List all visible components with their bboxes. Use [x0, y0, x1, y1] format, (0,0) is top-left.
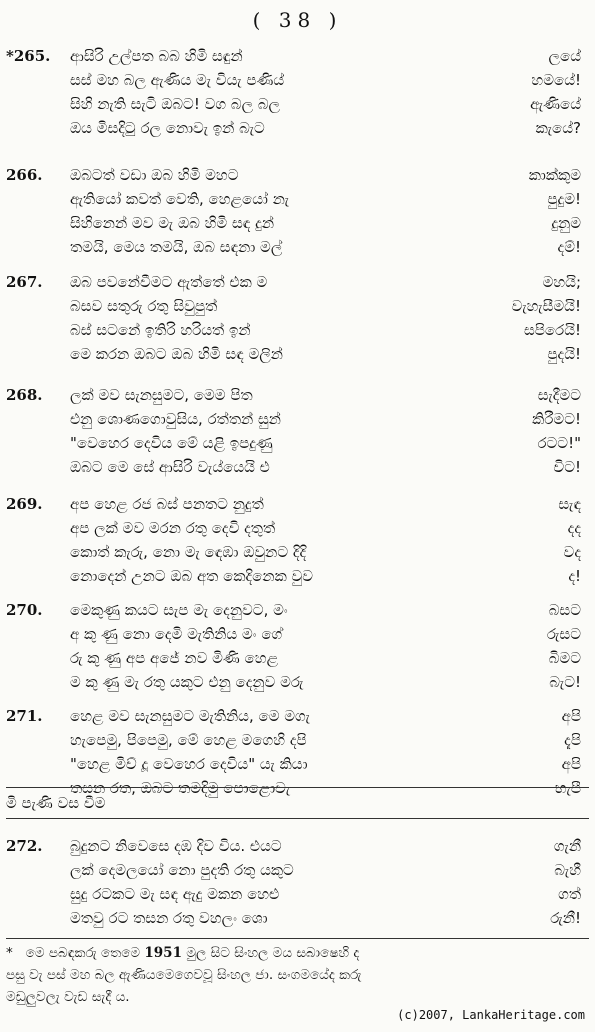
verse-line: [0, 318, 595, 342]
verse-text: නොදෙන් උනට ඔබ අත කෙදිනෙක වුව: [70, 567, 314, 585]
footnote-rule: [6, 938, 589, 939]
copyright: (c)2007, LankaHeritage.com: [397, 1008, 585, 1022]
verse-rhyme-word: සැඳ: [558, 495, 581, 513]
verse-line: [0, 342, 595, 366]
verse-text: රු කු ණු අප අජේ නව මිණි හෙළ: [70, 649, 279, 667]
verse-rhyme-word: බිමට: [548, 649, 581, 667]
verse-block: [0, 598, 595, 694]
verse-line: [0, 92, 595, 116]
verse-rhyme-word: දුනුම: [551, 214, 581, 232]
verse-line: [0, 455, 595, 479]
verse-line: [0, 68, 595, 92]
verse-text: සුදු රටකට මැ සඳ ඇදු මකන හෙළු: [70, 885, 280, 903]
verse-line: [0, 44, 595, 68]
verse-text: සිහිනෙන් මව මැ ඔබ හිමි සඳ දුන්: [70, 214, 275, 232]
verse-line: [0, 622, 595, 646]
verse-rhyme-word: කිරීමට!: [532, 410, 581, 428]
verse-text: තසන රත, ඔබට තමදිමු පොළොවැ: [70, 779, 291, 797]
verse-text: ම කු ණු මැ රතු යකුට එනු දෙනුව මරු: [70, 673, 304, 691]
footnote-text-1a: මෙ පබඳකරු තෙමෙ: [25, 945, 141, 961]
verse-rhyme-word: බැට!: [549, 673, 581, 691]
footnote-line-2: පසු වැ පස් මහ බල ඇණියමෙගෙවවූ සිංහල ජා. සංගමයේද කරු: [6, 967, 362, 983]
verse-rhyme-word: දම්!: [557, 238, 581, 256]
verse-block: [0, 163, 595, 259]
verse-text: බස් සටනේ ඉතිරි හරියත් ඉන්: [70, 321, 251, 339]
verse-rhyme-word: බසට: [548, 601, 581, 619]
verse-text: එනු ශොණගොවුසිය, රත්තන් සුන්: [70, 410, 281, 428]
verse-line: [0, 834, 595, 858]
verse-rhyme-word: සැදීමට: [537, 386, 581, 404]
section-rule-bottom: [6, 818, 589, 819]
verse-line: [0, 858, 595, 882]
verse-text: ලක් මව සැනසුමට, මෙම පිත: [70, 386, 253, 404]
verse-rhyme-word: සපිරෙයි!: [523, 321, 581, 339]
verse-text: "වෙහෙර දෙවිය මේ යළි ඉපදුණු: [70, 434, 273, 452]
verse-line: [0, 383, 595, 407]
verse-272: [0, 834, 595, 930]
verse-block: [0, 270, 595, 366]
verse-rhyme-word: අපි: [561, 707, 581, 725]
verse-rhyme-word: ලයේ: [548, 47, 581, 65]
verse-line: [0, 906, 595, 930]
footnote-text-1b: මුල සිට සිංහල මය සබාෂෙහි ද: [186, 945, 360, 961]
verse-rhyme-word: දද: [567, 519, 581, 537]
footnote-year: 1951: [144, 945, 182, 961]
footnote-line-1: [6, 942, 589, 964]
verse-rhyme-word: ගත්: [558, 885, 581, 903]
page-number: ( 38 ): [252, 8, 343, 32]
verse-line: [0, 646, 595, 670]
verse-text: බසව සතුරු රතු සිවුපුත්: [70, 297, 218, 315]
verse-rhyme-word: වද: [563, 543, 581, 561]
verse-text: අ කු ණු නො දෙමි මැතිනිය මං ගේ: [70, 625, 283, 643]
verse-text: බුදුනට නිවෙසෙ දඹ දිව විය. එයට: [70, 837, 282, 855]
verse-text: ඔය මිසදිටු රල නොවැ ඉන් බැට: [70, 119, 265, 137]
verse-rhyme-word: විට!: [553, 458, 581, 476]
verse-rhyme-word: හැපී: [554, 779, 581, 797]
verse-rhyme-word: වැහැසීමයි!: [511, 297, 581, 315]
verse-block: [0, 704, 595, 800]
verse-rhyme-word: පුදුම!: [547, 190, 581, 208]
verse-block: [0, 44, 595, 140]
footnote: [6, 942, 589, 1008]
verse-rhyme-word: මහයි;: [542, 273, 581, 291]
verse-rhyme-word: බැහී: [554, 861, 581, 879]
verse-rhyme-word: රුසට: [546, 625, 581, 643]
verse-line: [0, 540, 595, 564]
verse-rhyme-word: කැයේ?: [535, 119, 581, 137]
verse-number: *265.: [6, 47, 51, 65]
verse-rhyme-word: පුදයි!: [547, 345, 581, 363]
verse-text: හෙළ මව සැනසුමට මැතිනිය, මෙ මගැ: [70, 707, 310, 725]
verse-line: [0, 564, 595, 588]
verse-block: [0, 492, 595, 588]
verse-text: "හෙළ මිව් දූ වෙහෙර දෙවිය" යැ කියා: [70, 755, 308, 773]
verse-line: [0, 431, 595, 455]
verse-line: [0, 516, 595, 540]
verse-number: 267.: [6, 273, 43, 291]
verse-rhyme-word: ඇණියේ: [530, 95, 581, 113]
verse-line: [0, 728, 595, 752]
verse-line: [0, 294, 595, 318]
verse-text: ආසිරි උල්පත බබ හිමි සඳුන්: [70, 47, 243, 65]
verse-line: [0, 598, 595, 622]
verse-text: මෙකුණු කයට සැප මැ දෙනුවට, මං: [70, 601, 288, 619]
verse-text: ඔබ පවනේවීමට ඇත්තේ එක ම: [70, 273, 268, 291]
verse-text: අප ලක් මව මරන රතු දෙවි දතුත්: [70, 519, 276, 537]
verse-text: මතවු රට තසන රතු වහලං ශො: [70, 909, 268, 927]
verse-line: [0, 670, 595, 694]
verse-text: හැපෙමු, පිපෙමු, මේ හෙළ මගෙහි දපි: [70, 731, 307, 749]
verse-number: 272.: [6, 837, 43, 855]
section-rule: [6, 787, 589, 788]
verse-number: 271.: [6, 707, 43, 725]
verse-line: [0, 163, 595, 187]
section-heading: මි පැණි වස වීම: [6, 794, 106, 812]
verse-block: [0, 383, 595, 479]
verse-text: තමයි, මෙය තමයි, ඔබ සඳනා මල්: [70, 238, 283, 256]
verse-line: [0, 187, 595, 211]
verse-number: 266.: [6, 166, 43, 184]
verse-line: [0, 492, 595, 516]
verse-number: 269.: [6, 495, 43, 513]
verse-rhyme-word: අපි: [561, 755, 581, 773]
verse-line: [0, 235, 595, 259]
verse-text: ලක් දෙමලයෝ නො පුදති රතු යකුට: [70, 861, 294, 879]
verse-text: ඇතියෝ කවත් වෙති, හෙළයෝ නැ: [70, 190, 290, 208]
verse-text: ඔබටත් වඩා ඔබ හිමි මහට: [70, 166, 239, 184]
verse-line: [0, 116, 595, 140]
verse-line: [0, 211, 595, 235]
footnote-mark: *: [6, 945, 13, 961]
verse-text: ඔබට මෙ සේ ආසිරි වැය්යෙයි එ: [70, 458, 270, 476]
verse-text: කොත් කැරු, නො මැ ඳෙඹා ඔවුනට දිදි: [70, 543, 307, 561]
verse-text: අප හෙළ රජ බස් පනතට නුදුත්: [70, 495, 264, 513]
verse-line: [0, 752, 595, 776]
verse-rhyme-word: ගැනී: [553, 837, 581, 855]
verse-line: [0, 407, 595, 431]
verse-line: [0, 270, 595, 294]
verse-text: මෙ කරන ඔබට ඔබ හිමි සඳ මලින්: [70, 345, 283, 363]
verse-line: [0, 704, 595, 728]
verse-number: 268.: [6, 386, 43, 404]
verse-line: [0, 882, 595, 906]
footnote-line-3: මඩුලුවලැ වැඩ සැදී ය.: [6, 989, 130, 1005]
verse-text: සිහි නැති සැටි ඔබට! වග බල බල: [70, 95, 280, 113]
verse-rhyme-word: කාක්කුම: [528, 166, 581, 184]
verse-rhyme-word: රුනී!: [550, 909, 581, 927]
verse-rhyme-word: දැපි: [564, 731, 581, 749]
verse-number: 270.: [6, 601, 43, 619]
verse-rhyme-word: රටට!": [537, 434, 581, 452]
verse-rhyme-word: හමයේ!: [531, 71, 581, 89]
verse-text: සස් මහ බල ඇණිය මැ වියැ පණිය්: [70, 71, 285, 89]
verse-rhyme-word: ද!: [568, 567, 581, 585]
